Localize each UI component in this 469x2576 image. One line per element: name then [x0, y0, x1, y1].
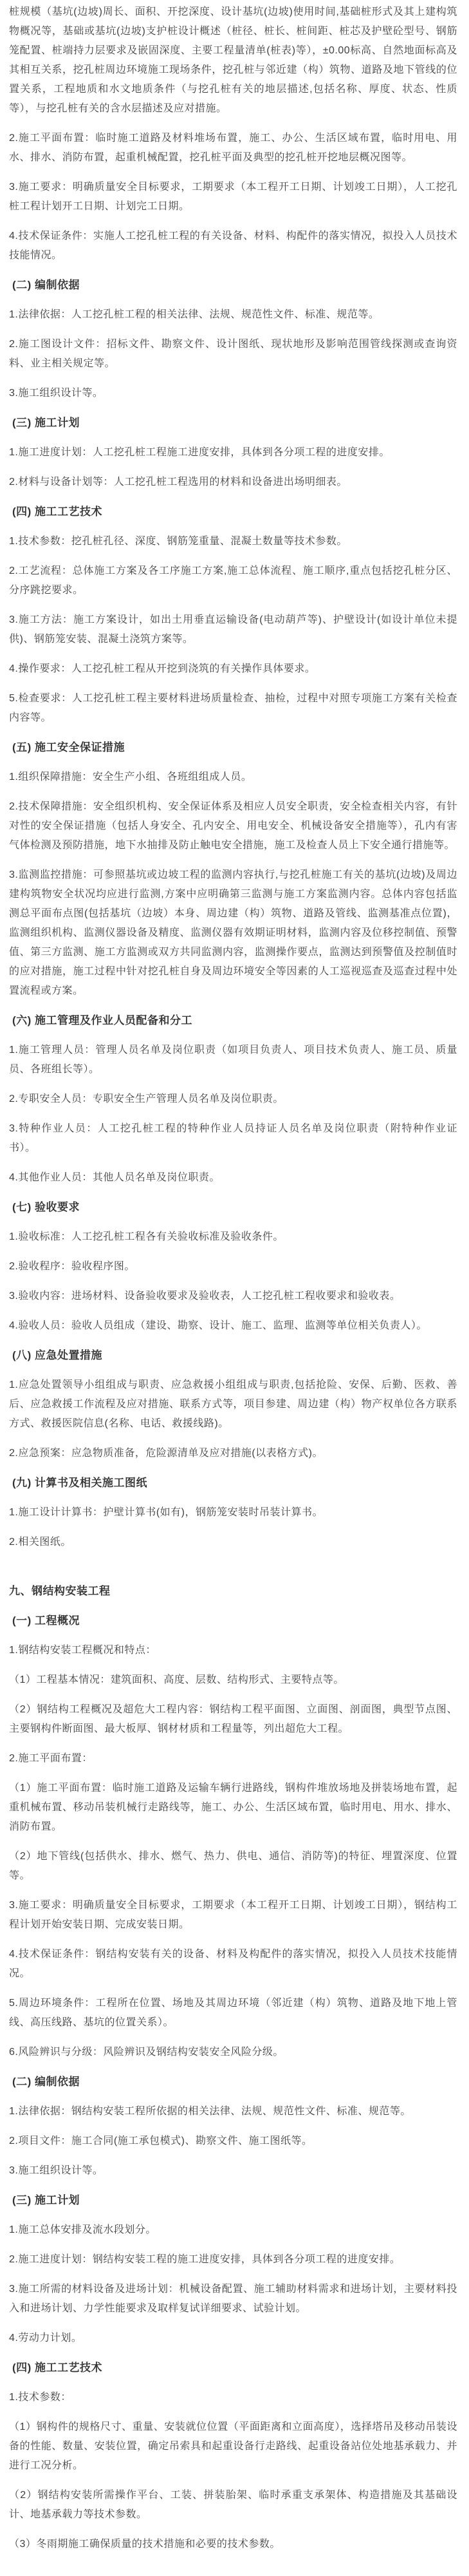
- paragraph: 3.施工要求：明确质量安全目标要求，工期要求（本工程开工日期、计划竣工日期），人工挖孔桩工程计划开工日期、计划完工日期。: [9, 182, 457, 212]
- paragraph: 2.施工平面布置：临时施工道路及材料堆场布置，施工、办公、生活区域布置，临时用电、用水、排水、消防布置，起重机械配置，挖孔桩平面及典型的挖孔桩开挖地层概况图等。: [9, 133, 457, 163]
- paragraph: 3.施工方法：施工方案设计，如出土用垂直运输设备(电动葫芦等)、护壁设计(如设计单位未提供)、钢筋笼安装、混凝土浇筑方案等。: [9, 614, 457, 645]
- paragraph: 1.施工管理人员：管理人员名单及岗位职责（如项目负责人、项目技术负责人、施工员、质量员、各班组长等）。: [9, 1045, 457, 1075]
- paragraph: 桩规模（基坑(边坡)周长、面积、开挖深度、设计基坑(边坡)使用时间,基础桩形式及其上建构筑物概况等，基础或基坑(边坡)支护桩设计概述（桩径、桩长、桩间距、桩芯及护壁砼型号、钢筋笼配置、桩端持力层要求及嵌固深度、主要工程量清单(桩表)等），±0.00标高、自然地面标高及其相互关系，挖孔桩周边环境施工现场条件，挖孔桩与邻近建（构）筑物、道路及地下管线的位置关系，工程地质和水文地质条件（与挖孔桩有关的地层描述,包括名称、厚度、状态、性质等），与挖孔桩有关的含水层描述及应对措施。: [9, 6, 457, 114]
- paragraph: 1.施工设计计算书：护壁计算书(如有)，钢筋笼安装时吊装计算书。: [9, 1507, 324, 1518]
- paragraph: 2.技术保障措施：安全组织机构、安全保证体系及相应人员安全职责，安全检查相关内容，有针对性的安全保证措施（包括人身安全、孔内安全、用电安全、机械设备安全措施等），孔内有害气体检测及预防措施，地下水抽排及防止触电安全措施，施工及检查人员上下安全通行措施等。: [9, 801, 457, 851]
- paragraph: 1.技术参数：: [9, 2392, 71, 2403]
- paragraph: （3）冬雨期施工确保质量的技术措施和必要的技术参数。: [9, 2539, 280, 2550]
- paragraph: 3.施工组织设计等。: [9, 2165, 104, 2176]
- section-heading: (一) 工程概况: [12, 1615, 80, 1627]
- paragraph: （1）施工平面布置：临时施工道路及运输车辆行进路线，钢构件堆放场地及拼装场地布置，起重机械布置、移动吊装机械行走路线等，施工、办公、生活区域布置，临时用电、用水、排水、消防布置。: [9, 1783, 457, 1832]
- section-heading: (三) 施工计划: [12, 2194, 80, 2206]
- section-heading: (五) 施工安全保证措施: [12, 741, 125, 753]
- section-heading: (六) 施工管理及作业人员配备和分工: [12, 1014, 193, 1027]
- paragraph: （2）地下管线(包括供水、排水、燃气、热力、供电、通信、消防等)的特征、埋置深度、位置等。: [9, 1851, 457, 1881]
- paragraph: 1.钢结构安装工程概况和特点：: [9, 1645, 156, 1656]
- section-heading: (七) 验收要求: [12, 1201, 80, 1213]
- paragraph: 4.操作要求：人工挖孔桩工程从开挖到浇筑的有关操作具体要求。: [9, 663, 316, 674]
- paragraph: 2.施工平面布置：: [9, 1753, 93, 1764]
- paragraph: 2.应急预案：应急物质准备，危险源清单及应对措施(以表格方式)。: [9, 1448, 324, 1459]
- paragraph: （1）钢构件的规格尺寸、重量、安装就位位置（平面距离和立面高度），选择塔吊及移动吊装设备的性能、数量、安装位置，确定吊索具和起重设备行走路线、起重设备站位处地基承载力、并进行工况分析。: [9, 2421, 457, 2471]
- paragraph: 1.法律依据：人工挖孔桩工程的相关法律、法规、规范性文件、标准、规范等。: [9, 309, 380, 320]
- paragraph: 5.检查要求：人工挖孔桩工程主要材料进场质量检查、抽检，过程中对照专项施工方案有关检查内容等。: [9, 693, 457, 723]
- paragraph: 2.施工图设计文件：招标文件、勘察文件、设计图纸、现状地形及影响范围管线探测或查询资料、业主相关规定等。: [9, 339, 457, 369]
- paragraph: 2.工艺流程：总体施工方案及各工序施工方案,施工总体流程、施工顺序,重点包括挖孔桩分区、分序跳挖要求。: [9, 565, 457, 596]
- paragraph: （2）钢结构工程概况及超危大工程内容：钢结构工程平面图、立面图、剖面图，典型节点图、主要钢构件断面图、最大板厚、钢材材质和工程量等，列出超危大工程。: [9, 1704, 457, 1734]
- section-heading: (四) 施工工艺技术: [12, 2362, 103, 2374]
- chapter-heading: 九、钢结构安装工程: [9, 1585, 111, 1597]
- section-heading: (三) 施工计划: [12, 417, 80, 429]
- paragraph: 4.验收人员：验收人员组成（建设、勘察、设计、施工、监理、监测等单位相关负责人）。: [9, 1320, 427, 1331]
- paragraph: 1.施工进度计划：人工挖孔桩工程施工进度安排，具体到各分项工程的进度安排。: [9, 447, 390, 458]
- paragraph: 2.专职安全人员：专职安全生产管理人员名单及岗位职责。: [9, 1094, 284, 1104]
- paragraph: 2.施工进度计划：钢结构安装工程的施工进度安排，具体到各分项工程的进度安排。: [9, 2254, 401, 2265]
- paragraph: （1）工程基本情况：建筑面积、高度、层数、结构形式、主要特点等。: [9, 1674, 344, 1685]
- paragraph: 3.施工组织设计等。: [9, 388, 104, 399]
- section-heading: (二) 编制依据: [12, 279, 80, 291]
- section-heading: (二) 编制依据: [12, 2076, 80, 2088]
- paragraph: 2.相关图纸。: [9, 1537, 71, 1548]
- paragraph: 4.技术保证条件：钢结构安装有关的设备、材料及构配件的落实情况，拟投入人员技术技能情况。: [9, 1949, 457, 1979]
- paragraph: 3.监测监控措施：可参照基坑或边坡工程的监测内容执行,与挖孔桩施工有关的基坑(边坡)及周边建构筑物安全状况均应进行监测,方案中应明确第三监测与施工方案监测内容。总体内容包括监测总平面布点图(包括基坑（边坡）本身、周边建（构）筑物、道路及管线、监测基准点位置)，监测组织机构、监测仪器设备及精度、监测仪器有效期证明材料，监测内容及位移控制值、预警值、第三方监测、施工方监测或双方共同监测内容，监测操作要点，监测达到预警值及控制值时的应对措施，施工过程中针对挖孔桩自身及周边环境安全等因素的人工巡视巡查及巡查过程中处置流程或方案。: [9, 869, 457, 996]
- paragraph: 1.应急处置领导小组组成与职责、应急救援小组组成与职责,包括抢险、安保、后勤、医救、善后、应急救援工作流程及应对措施、联系方式等，项目参建、周边建（构）物产权单位各方联系方式、救援医院信息(名称、电话、救援线路)。: [9, 1379, 457, 1429]
- paragraph: 1.技术参数：挖孔桩孔径、深度、钢筋笼重量、混凝土数量等技术参数。: [9, 536, 347, 547]
- section-heading: (八) 应急处置措施: [12, 1349, 103, 1361]
- paragraph: 4.技术保证条件：实施人工挖孔桩工程的有关设备、材料、构配件的落实情况，拟投入人员技术技能情况。: [9, 231, 457, 261]
- paragraph: 2.材料与设备计划等：人工挖孔桩工程选用的材料和设备进出场明细表。: [9, 477, 347, 488]
- paragraph: 3.特种作业人员：人工挖孔桩工程的特种作业人员持证人员名单及岗位职责（附特种作业证书）。: [9, 1123, 457, 1153]
- paragraph: 3.施工要求：明确质量安全目标要求，工期要求（本工程开工日期、计划竣工日期），钢结构工程计划开始安装日期、完成安装日期。: [9, 1900, 457, 1930]
- section-heading: (四) 施工工艺技术: [12, 506, 103, 518]
- paragraph: （2）钢结构安装所需操作平台、工装、拼装胎架、临时承重支承架体、构造措施及其基础设计、地基承载力等技术参数。: [9, 2490, 457, 2520]
- paragraph: 2.项目文件：施工合同(施工承包模式)、勘察文件、施工图纸等。: [9, 2136, 313, 2146]
- paragraph: 4.其他作业人员：其他人员名单及岗位职责。: [9, 1172, 220, 1183]
- paragraph: 1.验收标准：人工挖孔桩工程各有关验收标准及验收条件。: [9, 1231, 284, 1242]
- paragraph: 4.劳动力计划。: [9, 2333, 82, 2344]
- section-heading: (九) 计算书及相关施工图纸: [12, 1477, 148, 1489]
- paragraph: 1.组织保障措施：安全生产小组、各班组组成人员。: [9, 772, 252, 782]
- paragraph: 2.验收程序：验收程序图。: [9, 1261, 135, 1272]
- paragraph: 3.验收内容：进场材料、设备验收要求及验收表，人工挖孔桩工程收要求和验收表。: [9, 1291, 401, 1302]
- paragraph: 1.法律依据：钢结构安装工程所依据的相关法律、法规、规范性文件、标准、规范等。: [9, 2106, 411, 2117]
- paragraph: 1.施工总体安排及流水段划分。: [9, 2224, 156, 2235]
- paragraph: 5.周边环境条件：工程所在位置、场地及其周边环境（邻近建（构）筑物、道路及地下地上管线、高压线路、基坑的位置关系）。: [9, 1998, 457, 2028]
- paragraph: 3.施工所需的材料设备及进场计划：机械设备配置、施工辅助材料需求和进场计划，主要材料投入和进场计划、力学性能要求及取样复试详细要求、试验计划。: [9, 2284, 457, 2314]
- paragraph: 6.风险辨识与分级：风险辨识及钢结构安装安全风险分级。: [9, 2047, 284, 2058]
